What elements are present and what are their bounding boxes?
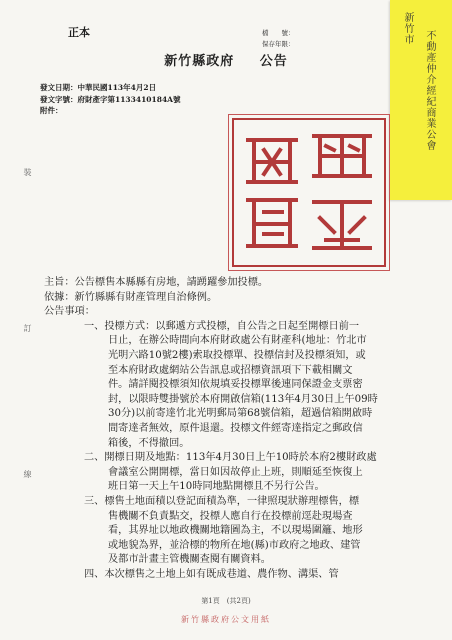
- body-line: 及都市計畫主管機關查閱有關資料。: [108, 554, 271, 566]
- announcement-body: [44, 276, 420, 582]
- sticky-note-col1: 新竹市: [402, 12, 413, 45]
- attachment-row: [40, 105, 181, 117]
- issue-date-row: [40, 82, 181, 94]
- body-line: 至本府財政處網站公告訊息或招標資訊項下下載相關文: [108, 364, 353, 376]
- body-line: 三、標售土地面積以登記面積為準，一律照現狀辦理標售，標: [84, 495, 360, 507]
- body-line: 售機關不負責點交，投標人應自行在投標前逕赴現場查: [108, 510, 353, 522]
- copy-mark: 正本: [68, 26, 90, 39]
- title-doc-type: 公告: [259, 54, 288, 69]
- sticky-note: [390, 0, 452, 200]
- file-no-label: 檔 號：: [262, 29, 295, 37]
- body-line: 間寄達者無效，原件退還。投標文件經寄達指定之郵政信: [108, 422, 363, 434]
- issue-number-label: 發文字號：: [40, 94, 78, 104]
- body-line: 件。請詳閱投標須知依規填妥投標單後連同保證金支票密: [108, 379, 363, 391]
- attachment-label: 附件：: [40, 106, 63, 115]
- body-line: 會議室公開開標，當日如因故停止上班，則順延至恢復上: [108, 466, 363, 478]
- body-line: 光明六路10號2樓)索取投標單、投標信封及投標須知，或: [108, 349, 366, 361]
- page-indicator: 第1頁 (共2頁): [201, 597, 251, 605]
- issue-date-value: 中華民國113年4月2日: [77, 83, 157, 92]
- document-title: [0, 50, 452, 69]
- retention-label: 保存年限：: [262, 40, 295, 48]
- issue-date-label: 發文日期：: [40, 83, 78, 92]
- body-line: 主旨：公告標售本縣縣有房地，請踴躍參加投標。: [44, 277, 269, 288]
- body-line: 看，其界址以地政機關地籍圖為主，不以現場圍籬、地形: [108, 525, 363, 537]
- issue-number-value: 府財產字第1133410184A號: [77, 94, 181, 104]
- margin-mark-ding: 訂: [23, 324, 32, 332]
- issue-info: [40, 82, 181, 117]
- margin-mark-xian: 線: [23, 470, 32, 478]
- seal-glyph-strokes: [234, 120, 384, 265]
- body-line: 班日第一天上午10時同地點開標且不另行公告。: [108, 481, 325, 493]
- body-line: 封，以限時雙掛號於本府開啟信箱(113年4月30日上午09時: [108, 393, 378, 405]
- body-line: 日止，在辦公時間向本府財政處公有財產科(地址：竹北市: [108, 335, 367, 347]
- body-line: 二、開標日期及地點：113年4月30日上午10時於本府2樓財政處: [84, 452, 377, 464]
- file-meta: [262, 28, 295, 50]
- body-line: 一、投標方式：以郵遞方式投標，自公告之日起至開標日前一: [84, 320, 360, 332]
- body-line: 依據：新竹縣縣有財產管理自治條例。: [44, 291, 218, 303]
- body-line: 四、本次標售之土地上如有既成巷道、農作物、溝渠、管: [84, 568, 339, 580]
- official-paper-label: 新竹縣政府公文用紙: [181, 615, 271, 624]
- margin-mark-zhuang: 裝: [23, 168, 32, 176]
- issue-number-row: [40, 94, 181, 106]
- body-line: 箱後，不得撤回。: [108, 437, 190, 449]
- sticky-note-col2: 不動產仲介經紀商業公會: [424, 30, 435, 151]
- body-line: 公告事項：: [44, 306, 95, 318]
- body-line: 或地貌為界，並洽標的物所在地(縣)市政府之地政、建管: [108, 539, 361, 551]
- title-agency: 新竹縣政府: [164, 54, 235, 69]
- official-seal-stamp: [232, 118, 386, 267]
- body-line: 30分)以前寄達竹北光明郵局第68號信箱，超過信箱開啟時: [108, 408, 373, 420]
